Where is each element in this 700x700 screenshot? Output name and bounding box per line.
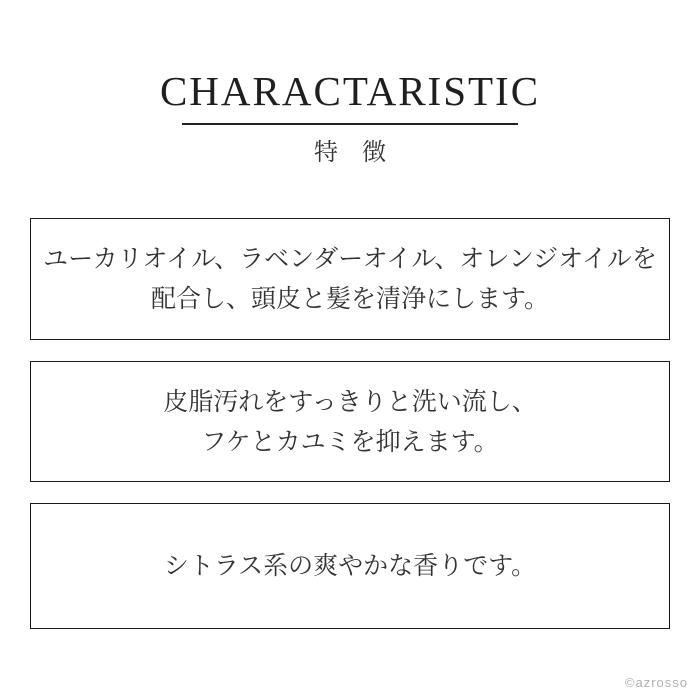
feature-text-line: 皮脂汚れをすっきりと洗い流し、 — [163, 387, 537, 416]
section-header — [0, 0, 700, 168]
page-subtitle-japanese: 特徴 — [314, 139, 410, 167]
page-title: CHARACTARISTIC — [159, 68, 541, 114]
feature-text-line: 配合し、頭皮と髪を清浄にします。 — [150, 285, 549, 314]
feature-box-scent — [30, 503, 670, 629]
feature-box-cleansing — [30, 361, 670, 482]
watermark-credit: ©azrosso — [624, 675, 688, 690]
feature-box-oils — [30, 218, 670, 340]
feature-text-line: フケとカユミを抑えます。 — [201, 427, 499, 456]
feature-list — [30, 218, 670, 629]
feature-text-line: ユーカリオイル、ラベンダーオイル、オレンジオイルを — [43, 245, 657, 274]
title-underline — [182, 123, 518, 125]
feature-text-line: シトラス系の爽やかな香りです。 — [163, 552, 537, 581]
